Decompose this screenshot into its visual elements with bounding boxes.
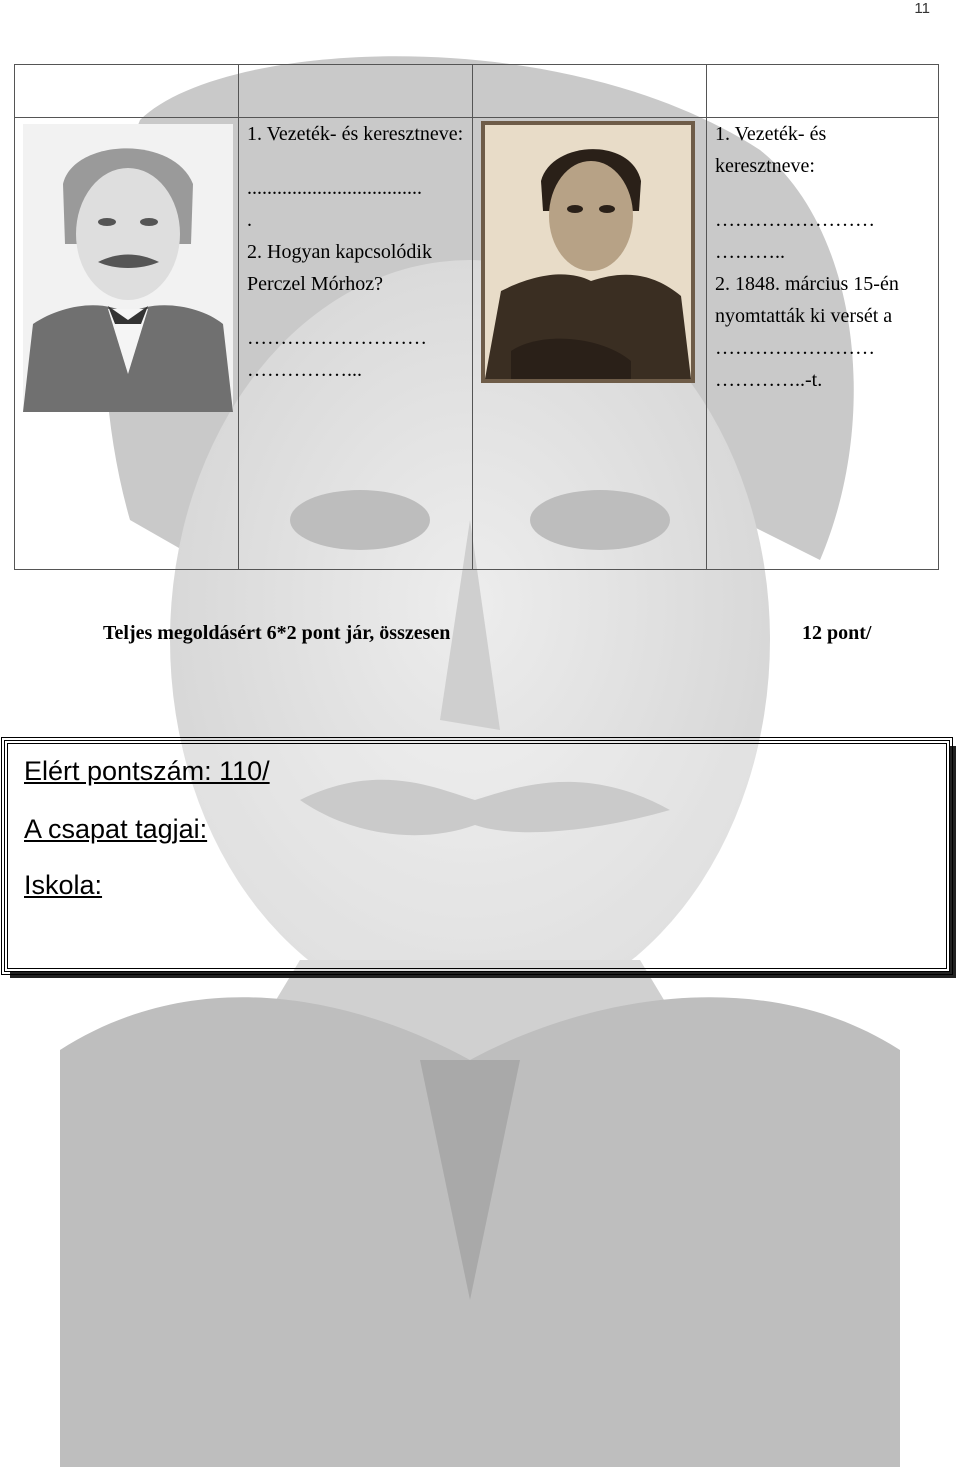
questions-cell-left — [239, 118, 473, 570]
portrait-cell-left — [15, 118, 239, 570]
table-header-row — [15, 65, 939, 118]
answer-line: ……………………… — [247, 327, 427, 349]
header-cell — [15, 65, 239, 118]
page-number: 11 — [914, 0, 930, 17]
answer-line: ……………... — [247, 359, 362, 381]
answer-line: …………………… — [715, 337, 875, 359]
questions-cell-right — [707, 118, 939, 570]
score-label: Elért pontszám: 110/ — [24, 756, 270, 786]
table-row — [15, 118, 939, 570]
header-cell — [239, 65, 473, 118]
answer-line: …………………… — [715, 209, 875, 231]
portrait-photo-left — [23, 124, 233, 412]
header-cell — [707, 65, 939, 118]
portrait-photo-right — [481, 121, 695, 383]
quiz-table — [14, 64, 939, 570]
scoring-points: 12 pont/ — [802, 622, 872, 644]
answer-line: …………..-t. — [715, 369, 823, 391]
team-members-label: A csapat tagjai: — [24, 814, 208, 844]
answer-line: . — [247, 209, 252, 231]
answer-line: ……….. — [715, 241, 785, 263]
question-name-left: 1. Vezeték- és keresztneve: — [247, 123, 464, 145]
scoring-text: Teljes megoldásért 6*2 pont jár, összesen — [103, 622, 451, 644]
school-label: Iskola: — [24, 870, 103, 900]
header-cell — [473, 65, 707, 118]
question-poem: 2. 1848. március 15-én nyomtatták ki versét a — [715, 273, 899, 327]
question-name-right: 1. Vezeték- és keresztneve: — [715, 123, 827, 177]
portrait-cell-right — [473, 118, 707, 570]
answer-line: ................................... — [247, 177, 422, 199]
question-connection: 2. Hogyan kapcsolódik Perczel Mórhoz? — [247, 241, 432, 295]
score-box — [4, 740, 950, 972]
